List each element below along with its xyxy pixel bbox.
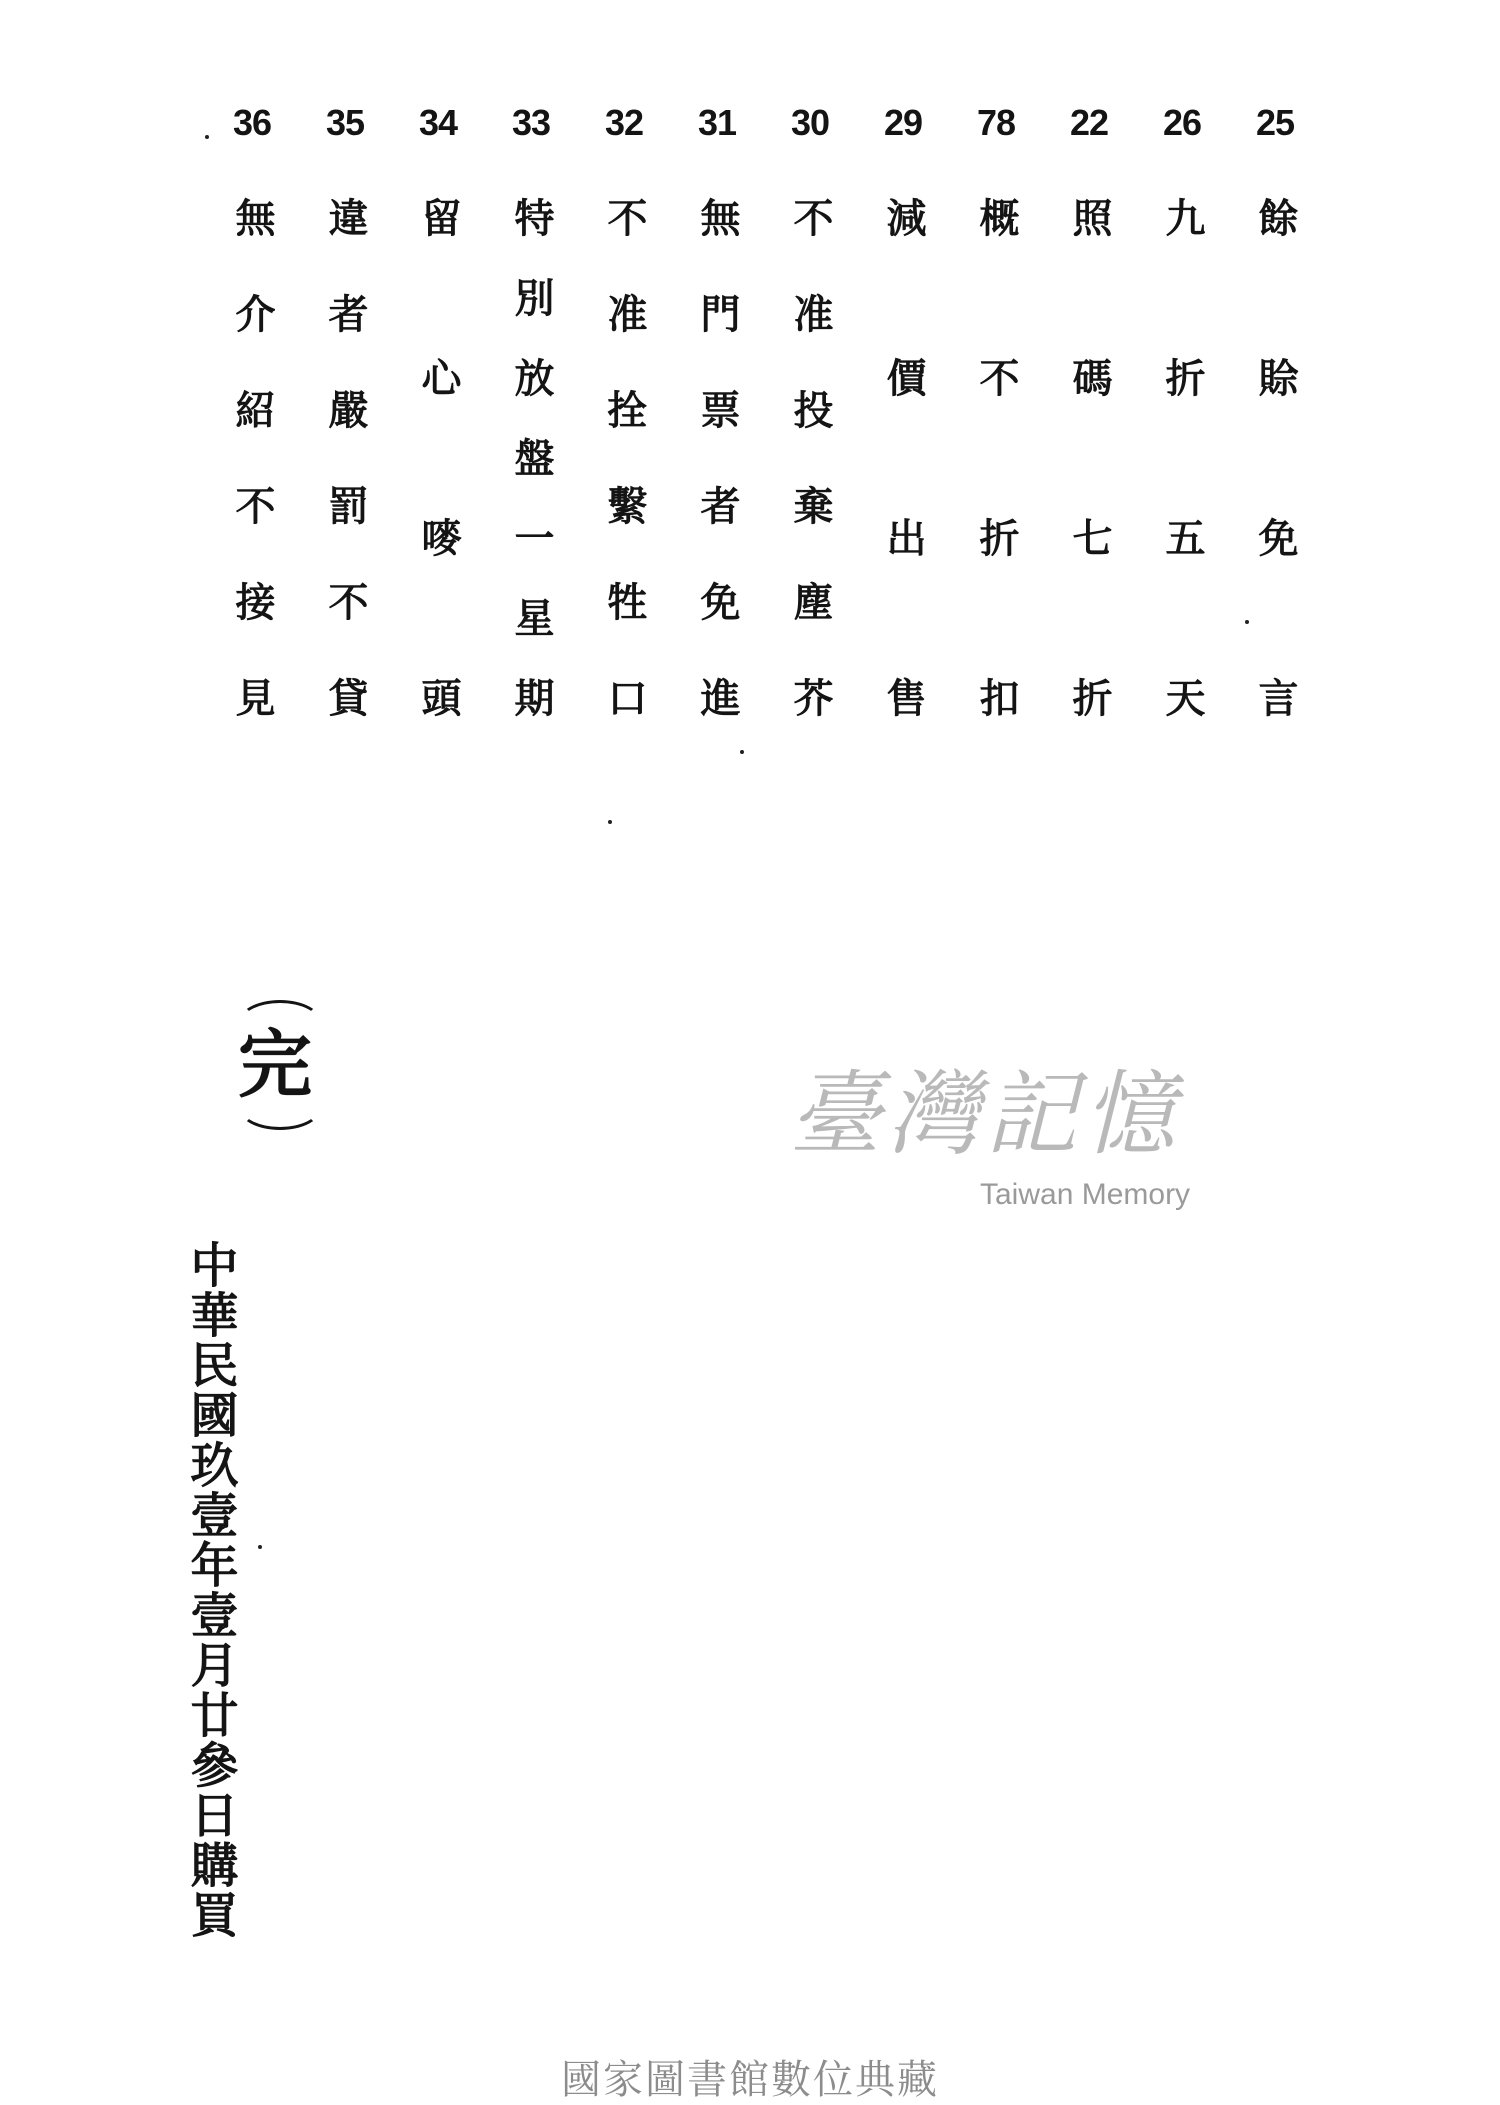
rule-column [496, 102, 566, 717]
rule-number: 26 [1162, 102, 1202, 143]
rule-number: 35 [325, 102, 365, 143]
rule-text: 餘賒免言 [1252, 197, 1299, 717]
rule-column [961, 102, 1031, 717]
end-mark-bracket [238, 1084, 322, 1130]
print-speck [258, 1545, 262, 1549]
rule-column [682, 102, 752, 717]
rule-number: 29 [883, 102, 923, 143]
watermark [745, 1060, 1225, 1250]
print-speck [608, 820, 612, 824]
rule-column [775, 102, 845, 717]
purchase-date: 中華民國玖壹年壹月廿參日購買 [182, 1240, 238, 1940]
rule-text: 特別放盤一星期 [508, 197, 555, 717]
library-footer: 國家圖書館數位典藏 [561, 2057, 939, 2103]
rule-column [1240, 102, 1310, 717]
end-mark [220, 1000, 330, 1130]
rule-text: 不准拴繫牲口 [601, 197, 648, 717]
print-speck [205, 135, 209, 139]
rule-text: 概不折扣 [973, 197, 1020, 717]
rule-text: 不准投棄塵芥 [787, 197, 834, 717]
rule-number: 78 [976, 102, 1016, 143]
rule-column [868, 102, 938, 717]
watermark-chinese: 臺灣記憶 [788, 1061, 1181, 1168]
rule-number: 36 [232, 102, 272, 143]
rule-text: 無介紹不接見 [229, 197, 276, 717]
rule-text: 減價出售 [880, 197, 927, 717]
print-speck [1245, 620, 1249, 624]
rule-number: 31 [697, 102, 737, 143]
end-mark-text: 完 [238, 1022, 312, 1108]
rule-number: 33 [511, 102, 551, 143]
rule-text: 照碼七折 [1066, 197, 1113, 717]
rule-column [403, 102, 473, 717]
rule-number: 32 [604, 102, 644, 143]
rule-number: 30 [790, 102, 830, 143]
rule-column [589, 102, 659, 717]
rule-text: 九折五天 [1159, 197, 1206, 717]
rule-number: 25 [1255, 102, 1295, 143]
watermark-english: Taiwan Memory [980, 1178, 1191, 1211]
rule-column [217, 102, 287, 717]
rule-text: 留心嘜頭 [415, 197, 462, 717]
print-speck [740, 750, 744, 754]
rule-text: 無門票者免進 [694, 197, 741, 717]
rule-number: 22 [1069, 102, 1109, 143]
rule-number: 34 [418, 102, 458, 143]
rule-column [310, 102, 380, 717]
rule-column [1147, 102, 1217, 717]
rule-text: 違者嚴罰不貸 [322, 197, 369, 717]
rule-column [1054, 102, 1124, 717]
